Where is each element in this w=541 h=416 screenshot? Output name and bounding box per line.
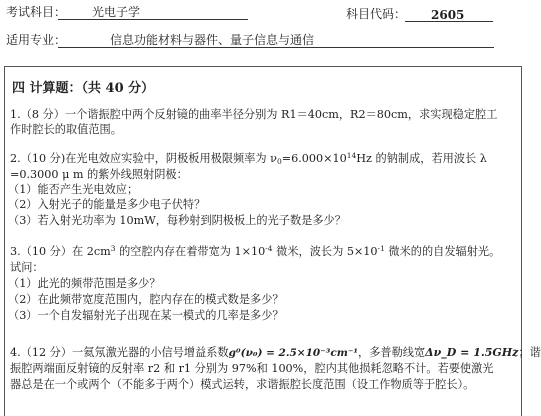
q3-line1-sup2: -4 — [265, 244, 273, 253]
q2-line1-b: =6.000×10 — [281, 152, 347, 165]
code-value: 2605 — [431, 8, 465, 22]
q2-line1 — [10, 152, 487, 166]
q3-line1-sup1: 3 — [110, 244, 116, 253]
q3-line1-b: 的空腔内存在着带宽为 1×10 — [115, 245, 266, 258]
q2-item2: （2）入射光子的能量是多少电子伏特？ — [8, 198, 206, 211]
q2-line1-c: Hz 的钠制成，若用波长 λ — [356, 152, 487, 165]
q4-line1-a: 4.（12 分）一氦氖激光器的小信号增益系数 — [10, 346, 229, 359]
q3-line1-d: 微米的的自发辐射光。 — [384, 245, 501, 258]
q1-line1: 1.（8 分）一个谐振腔中两个反射镜的曲率半径分别为 R1＝40cm，R2＝80cm，求实现稳定腔工 — [10, 108, 498, 121]
q3-item1: （1）此光的频带范围是多少？ — [8, 277, 161, 290]
q2-line1-sub: 0 — [276, 157, 282, 166]
q3-line2: 试问： — [10, 261, 44, 274]
q3-item3: （3）一个自发辐射光子出现在某一模式的几率是多少？ — [8, 309, 284, 322]
subject-underline — [58, 5, 248, 20]
major-label: 适用专业： — [6, 33, 67, 47]
q2-line1-a: 2.（10 分)在光电效应实验中，阴极板用极限频率为 ν — [10, 152, 277, 165]
q2-line1-sup: 14 — [346, 151, 357, 160]
q3-line1 — [10, 245, 500, 259]
q4-formula-width: Δν_D = 1.5GHz — [425, 346, 519, 359]
q3-line1-sup3: -1 — [377, 244, 385, 253]
q3-line1-a: 3.（10 分）在 2cm — [10, 245, 111, 258]
q4-formula-gain: g⁰(ν₀) = 2.5×10⁻³cm⁻¹ — [228, 347, 358, 359]
q4-line1-c: ；谐 — [518, 346, 541, 359]
q4-line1-b: ，多普勒线宽 — [358, 346, 426, 359]
q3-line1-c: 微米，波长为 5×10 — [272, 245, 378, 258]
q2-item3: （3）若入射光功率为 10mW，每秒射到阴极板上的光子数是多少？ — [8, 214, 346, 227]
subject-value: 光电子学 — [92, 5, 141, 19]
q1-line2: 作时腔长的取值范围。 — [10, 123, 122, 136]
q4-line2: 振腔两端面反射镜的反射率 r2 和 r1 分别为 97%和 100%，腔内其他损耗忽略不计。若要使激光 — [10, 362, 494, 375]
q4-line3: 器总是在一个或两个（不能多于两个）模式运转，求谐振腔长度范围（设工作物质等于腔长）。 — [10, 378, 475, 391]
subject-label: 考试科目： — [6, 5, 67, 19]
section-title: 四 计算题：（共 40 分） — [12, 81, 155, 96]
q4-line1 — [10, 346, 541, 360]
q2-item1: （1）能否产生光电效应； — [8, 183, 139, 196]
code-label: 科目代码： — [346, 7, 407, 21]
q2-line2: =0.3000 μ m 的紫外线照射阴极： — [10, 168, 188, 181]
major-value: 信息功能材料与器件、量子信息与通信 — [110, 33, 315, 47]
q3-item2: （2）在此频带宽度范围内，腔内存在的模式数是多少？ — [8, 293, 284, 306]
